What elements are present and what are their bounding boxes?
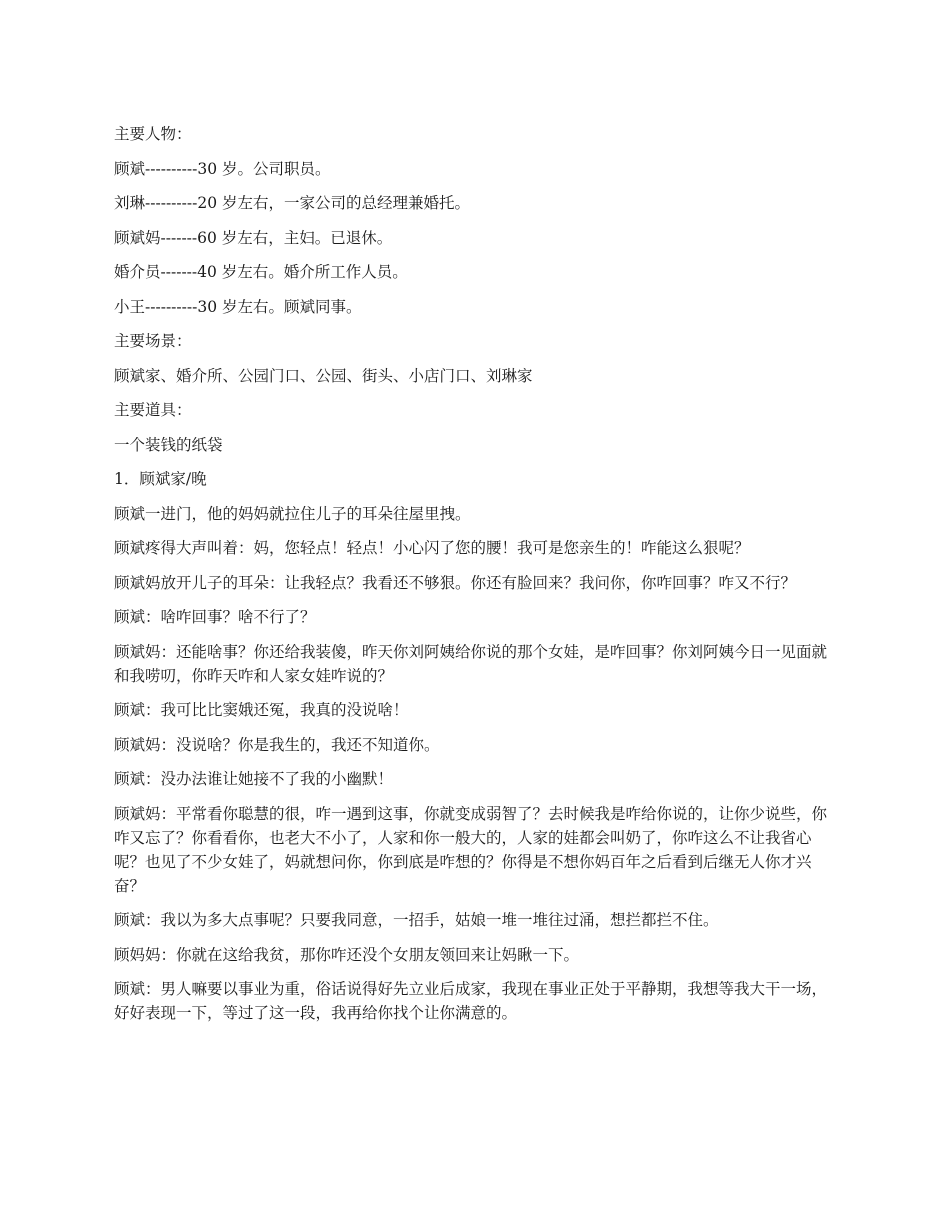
document-body (114, 122, 842, 1036)
script-paragraph: 顾斌：男人嘛要以事业为重，俗话说得好先立业后成家，我现在事业正处于平静期，我想等我大干一场，好好表现一下，等过了这一段，我再给你找个让你满意的。 (114, 980, 828, 1022)
character-gu-bin-mother: 顾斌妈-------60 岁左右，主妇。已退休。 (114, 228, 393, 247)
script-paragraph: 顾妈妈：你就在这给我贫，那你咋还没个女朋友领回来让妈瞅一下。 (114, 945, 580, 964)
scene-heading: 1．顾斌家/晚 (114, 470, 207, 488)
heading-main-scenes: 主要场景： (114, 332, 192, 350)
scenes-list: 顾斌家、婚介所、公园门口、公园、街头、小店门口、刘琳家 (114, 366, 533, 385)
character-gu-bin: 顾斌----------30 岁。公司职员。 (114, 159, 331, 178)
script-paragraph: 顾斌妈：平常看你聪慧的很，咋一遇到这事，你就变成弱智了？去时候我是咋给你说的，让你少说些，你咋又忘了？你看看你，也老大不小了，人家和你一般大的，人家的娃都会叫奶了，你咋这么不让我省心呢？也见了不少女娃了，妈就想问你，你到底是咋想的？你得是不想你妈百年之后看到后继无人你才兴奋？ (114, 804, 828, 895)
character-liu-lin: 刘琳----------20 岁左右，一家公司的总经理兼婚托。 (114, 194, 471, 212)
heading-main-characters: 主要人物： (114, 125, 192, 143)
script-paragraph: 顾斌：啥咋回事？啥不行了？ (114, 608, 316, 626)
props-list: 一个装钱的纸袋 (114, 435, 223, 454)
heading-main-props: 主要道具： (114, 401, 192, 419)
script-paragraph: 顾斌：我可比比窦娥还冤，我真的没说啥！ (114, 701, 409, 719)
character-matchmaker: 婚介员-------40 岁左右。婚介所工作人员。 (114, 263, 408, 281)
script-paragraph: 顾斌：我以为多大点事呢？只要我同意，一招手，姑娘一堆一堆往过涌，想拦都拦不住。 (114, 911, 719, 929)
script-paragraph: 顾斌：没办法谁让她接不了我的小幽默！ (114, 770, 394, 788)
script-paragraph: 顾斌妈放开儿子的耳朵：让我轻点？我看还不够狠。你还有脸回来？我问你，你咋回事？咋又不行？ (114, 573, 797, 592)
character-xiao-wang: 小王----------30 岁左右。顾斌同事。 (114, 297, 362, 316)
script-paragraph: 顾斌一进门，他的妈妈就拉住儿子的耳朵往屋里拽。 (114, 504, 471, 523)
script-paragraph: 顾斌疼得大声叫着：妈，您轻点！轻点！小心闪了您的腰！我可是您亲生的！咋能这么狠呢？ (114, 539, 750, 557)
script-paragraph: 顾斌妈：还能啥事？你还给我装傻，昨天你刘阿姨给你说的那个女娃，是咋回事？你刘阿姨今日一见面就和我唠叨，你昨天咋和人家女娃咋说的？ (114, 642, 828, 685)
script-paragraph: 顾斌妈：没说啥？你是我生的，我还不知道你。 (114, 735, 440, 754)
